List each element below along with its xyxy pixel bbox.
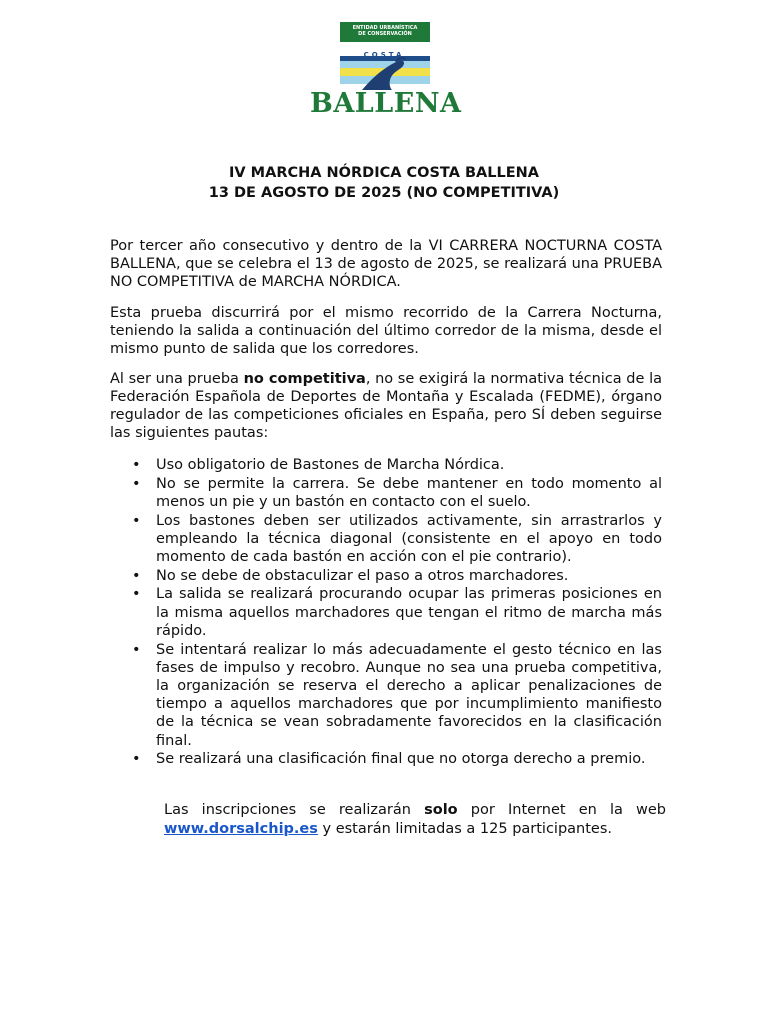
list-item-text: No se permite la carrera. Se debe mantener en todo momento al menos un pie y un bastón en contacto con el suelo. [156, 475, 662, 510]
bullet-icon: • [132, 641, 141, 658]
bullet-icon: • [132, 751, 141, 768]
list-item [110, 475, 662, 511]
list-item-text: La salida se realizará procurando ocupar las primeras posiciones en la misma aquellos marchadores que tengan el ritmo de marcha más rápido. [156, 586, 662, 639]
rules-intro-text-b: , no se exigirá la normativa técnica de la Federación Española de Deportes de Montaña y Escalada (FEDME), órgano regulador de las competiciones oficiales en España, pero SÍ deben seguirse las siguientes pautas: [110, 371, 662, 441]
rules-intro-paragraph [110, 370, 662, 442]
registration-text-c: y estarán limitadas a 125 participantes. [317, 820, 613, 837]
bullet-icon: • [132, 512, 141, 529]
logo-wordmark: BALLENA [310, 88, 462, 119]
list-item [110, 585, 662, 640]
list-item-text: Uso obligatorio de Bastones de Marcha Nórdica. [156, 457, 505, 473]
list-item [110, 456, 662, 474]
list-item [110, 512, 662, 567]
registration-bold: solo [424, 802, 458, 818]
list-item-text: Los bastones deben ser utilizados activamente, sin arrastrarlos y empleando la técnica diagonal (consistente en el apoyo en todo momento de cada bastón en acción con el pie contrario). [156, 512, 662, 566]
list-item-text: Se intentará realizar lo más adecuadamente el gesto técnico en las fases de impulso y recobro. Aunque no sea una prueba competitiva, la organización se reserva el derecho a aplicar penalizaciones de tiempo a aquellos marchadores que por incumplimiento manifiesto de la técnica se vean sobradamente favorecidos en la clasificación final. [156, 641, 662, 749]
bullet-icon: • [132, 567, 141, 584]
costa-ballena-logo [310, 22, 462, 120]
logo-entity-line1: ENTIDAD URBANÍSTICA [352, 25, 418, 31]
rules-intro-text-a: Al ser una prueba [110, 371, 244, 387]
intro-paragraph: Por tercer año consecutivo y dentro de la VI CARRERA NOCTURNA COSTA BALLENA, que se celebra el 13 de agosto de 2025, se realizará una PRUEBA NO COMPETITIVA de MARCHA NÓRDICA. [110, 238, 662, 290]
bullet-icon: • [132, 586, 141, 603]
registration-paragraph [164, 801, 666, 838]
logo-costa-text: COSTA [363, 51, 405, 59]
bullet-icon: • [132, 475, 141, 492]
logo-entity-line2: DE CONSERVACIÓN [358, 31, 412, 37]
logo-entity-banner [340, 22, 430, 42]
bullet-icon: • [132, 457, 141, 473]
document-title: IV MARCHA NÓRDICA COSTA BALLENA [229, 165, 539, 181]
list-item-text: Se realizará una clasificación final que no otorga derecho a premio. [156, 751, 646, 768]
rules-list [110, 456, 662, 769]
registration-text-b: por Internet en la web [457, 802, 666, 818]
list-item [110, 641, 662, 750]
route-paragraph: Esta prueba discurrirá por el mismo recorrido de la Carrera Nocturna, teniendo la salida a continuación del último corredor de la misma, desde el mismo punto de salida que los corredores. [110, 305, 662, 357]
list-item-text: No se debe de obstaculizar el paso a otros marchadores. [156, 567, 569, 584]
document-subtitle-date: 13 DE AGOSTO DE 2025 (NO COMPETITIVA) [208, 185, 560, 201]
rules-intro-bold: no competitiva [243, 371, 366, 387]
dorsalchip-link[interactable]: www.dorsalchip.es [164, 820, 318, 837]
registration-text-a: Las inscripciones se realizarán [164, 802, 425, 818]
list-item [110, 750, 662, 768]
list-item [110, 567, 662, 585]
